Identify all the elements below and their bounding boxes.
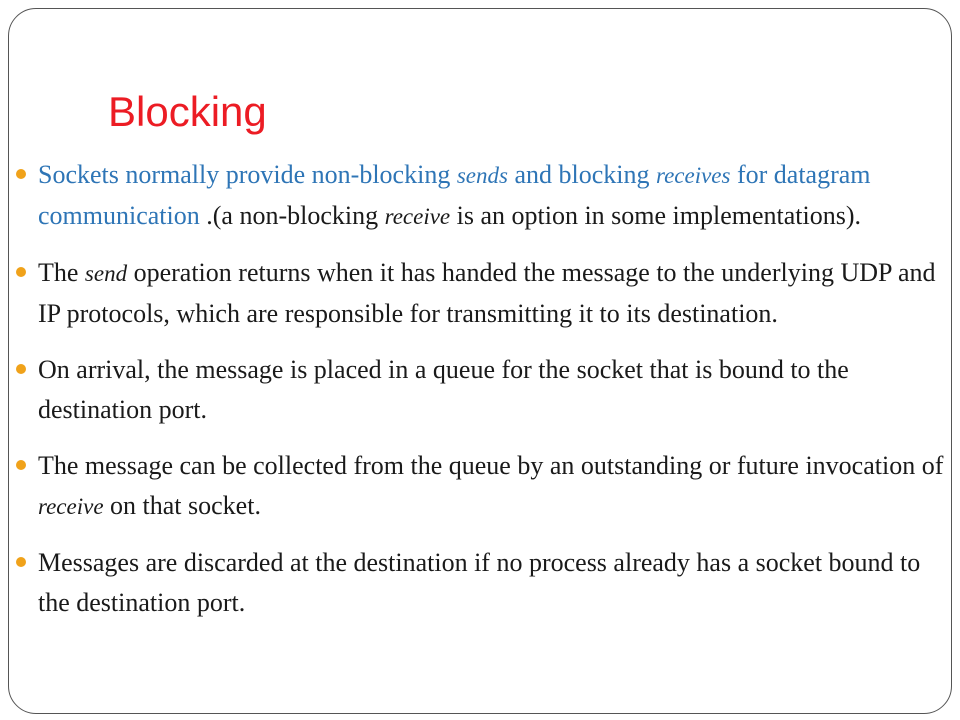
bullet-dot-icon xyxy=(16,169,26,179)
bullet-dot-icon xyxy=(16,364,26,374)
bullet-text: operation returns when it has handed the message to the underlying UDP and IP protocols, which are responsible for transmitting it to its destination. xyxy=(38,258,936,328)
bullet-dot-icon xyxy=(16,267,26,277)
bullet-text: The xyxy=(38,258,85,287)
bullet-text: for datagram communication xyxy=(38,160,871,230)
bullet-text: Sockets normally provide non-blocking xyxy=(38,160,457,189)
bullet-text-italic: receives xyxy=(655,163,731,188)
bullet-text: is an option in some implementations). xyxy=(450,201,862,230)
bullet-text-italic: send xyxy=(84,261,128,286)
bullet-text-italic: receive xyxy=(38,494,104,519)
bullet-text-italic: sends xyxy=(456,163,508,188)
bullet-text: .(a non-blocking xyxy=(206,201,385,230)
bullet-dot-icon xyxy=(16,460,26,470)
bullet-text-italic: receive xyxy=(384,204,451,229)
bullet-text: and blocking xyxy=(507,160,656,189)
bullet-item xyxy=(16,155,952,237)
bullet-text: On arrival, the message is placed in a queue for the socket that is bound to the destination port. xyxy=(38,355,849,424)
bullet-item xyxy=(16,350,952,430)
bullet-text: on that socket. xyxy=(103,491,261,520)
bullet-text: Messages are discarded at the destination if no process already has a socket bound to the destination port. xyxy=(38,548,921,617)
bullet-item xyxy=(16,543,952,623)
bullet-list xyxy=(16,155,952,639)
bullet-dot-icon xyxy=(16,557,26,567)
slide-title: Blocking xyxy=(108,88,267,135)
bullet-item xyxy=(16,253,952,334)
bullet-text: The message can be collected from the queue by an outstanding or future invocation of xyxy=(38,451,944,480)
bullet-item xyxy=(16,446,952,527)
